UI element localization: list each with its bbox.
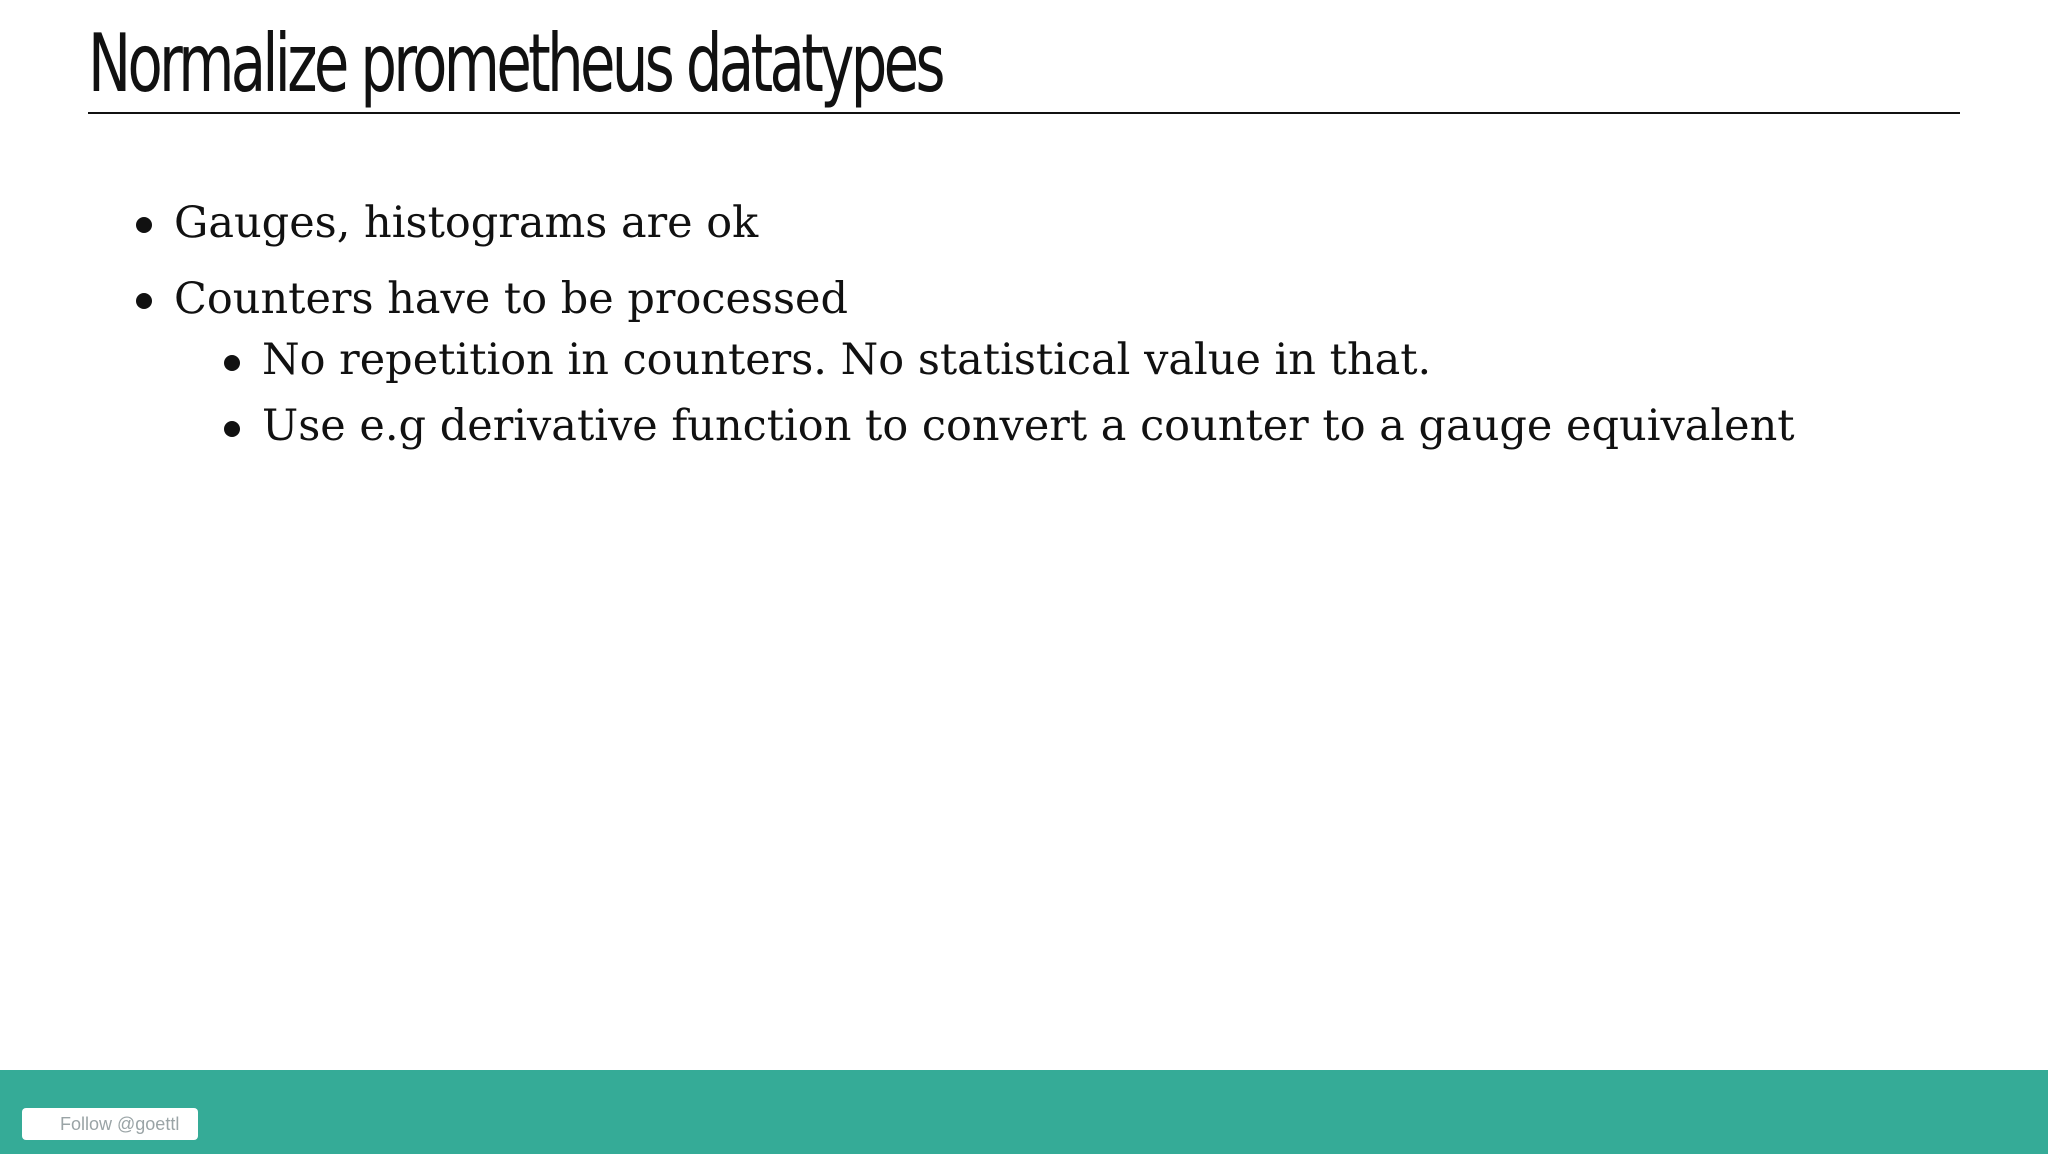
sub-bullet-item: [262, 397, 1932, 455]
footer-bar: [0, 1070, 2048, 1154]
sub-bullet-text: Use e.g derivative function to convert a counter to a gauge equivalent: [262, 401, 1795, 451]
sub-bullet-text: No repetition in counters. No statistical value in that.: [262, 335, 1432, 385]
bullet-dot-icon: [136, 217, 152, 233]
slide-title: Normalize prometheus datatypes: [88, 17, 942, 110]
sub-bullet-list: [174, 331, 1932, 455]
bullet-text: Gauges, histograms are ok: [174, 198, 759, 248]
bullet-list: [132, 195, 1932, 455]
follow-button[interactable]: Follow @goettl: [22, 1108, 198, 1140]
bullet-dot-icon: [224, 355, 240, 371]
bullet-dot-icon: [136, 293, 152, 309]
slide-content: [132, 195, 1932, 475]
bullet-item: [132, 271, 1932, 455]
bullet-item: [132, 195, 1932, 251]
bullet-dot-icon: [224, 421, 240, 437]
sub-bullet-item: [262, 331, 1932, 389]
bullet-text: Counters have to be processed: [174, 274, 849, 324]
slide-title-area: [88, 6, 1960, 114]
